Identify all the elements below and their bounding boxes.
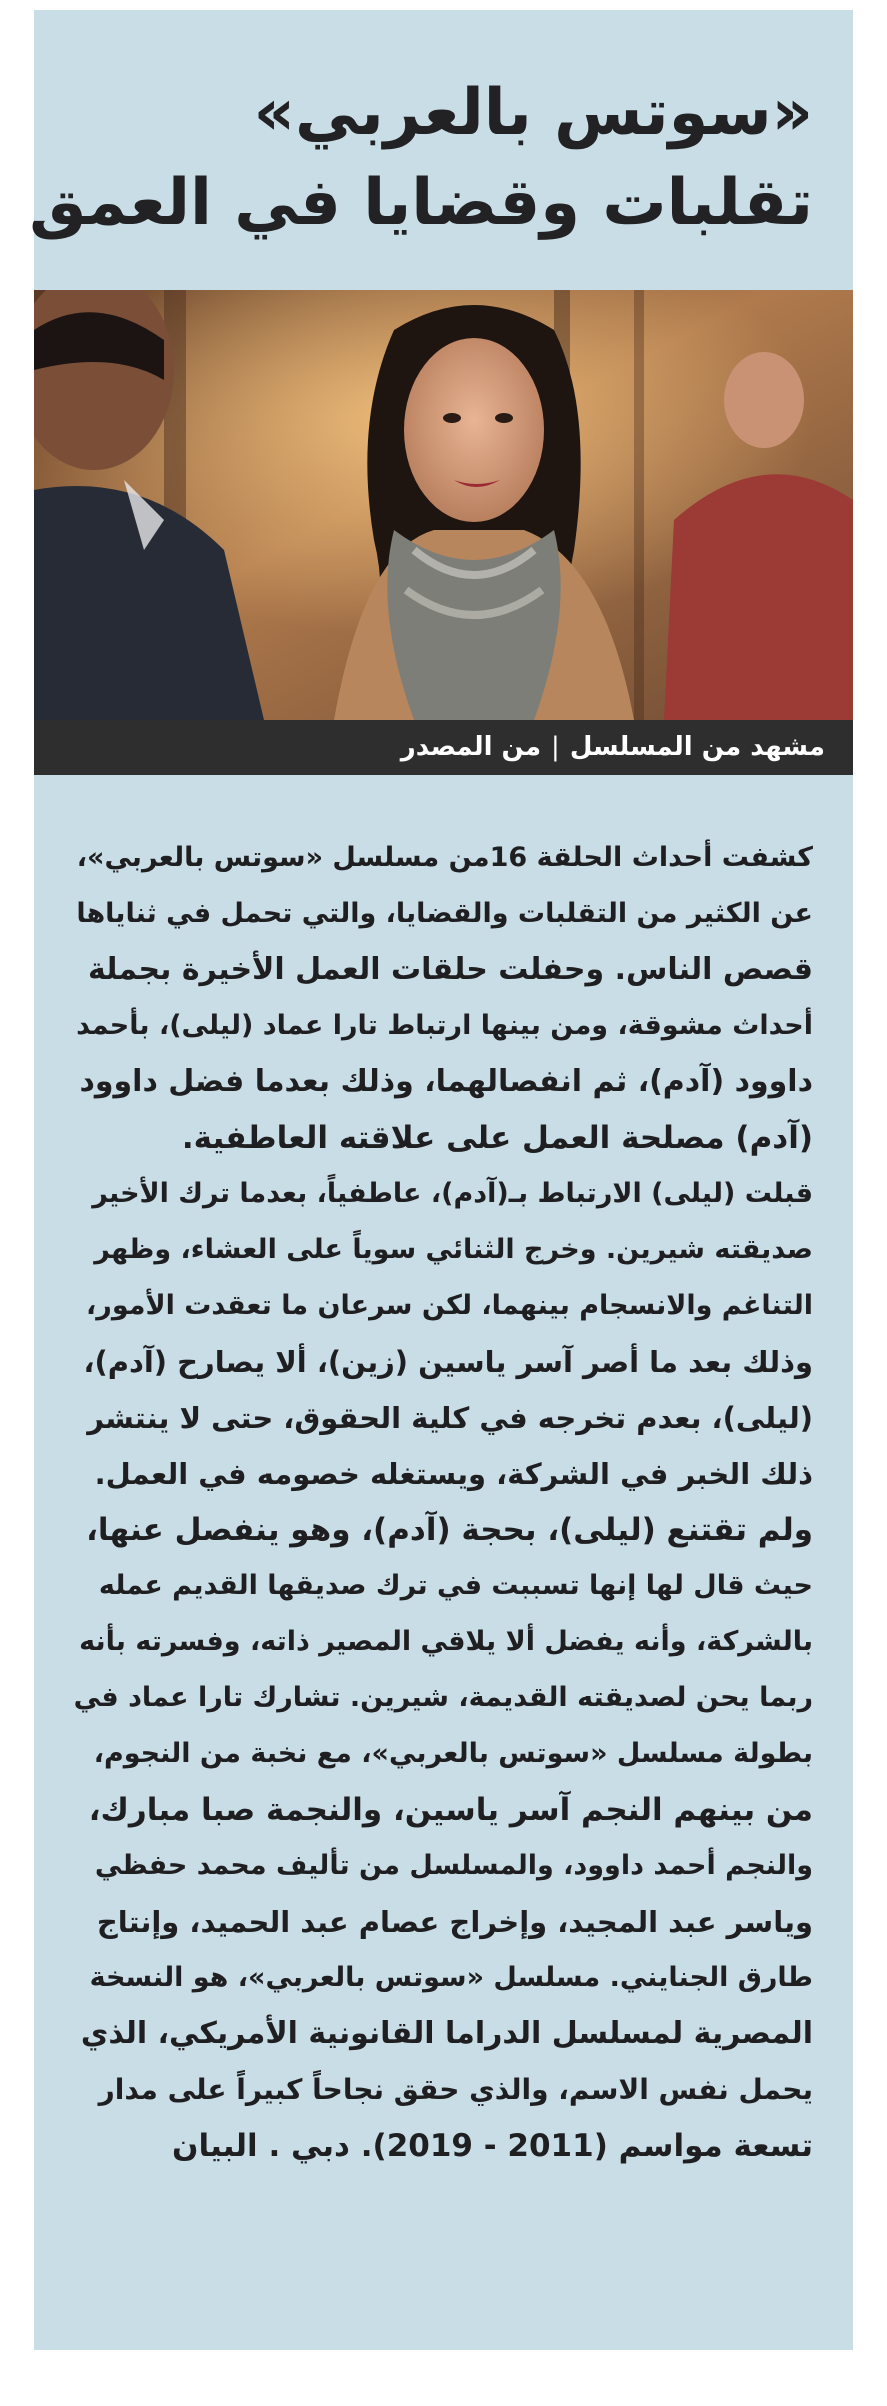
article-line: يحمل نفس الاسم، والذي حقق نجاحاً كبيراً على مدار <box>98 2073 813 2106</box>
article-line: التناغم والانسجام بينهما، لكن سرعان ما تعقدت الأمور، <box>86 1290 813 1321</box>
caption-credit: من المصدر <box>400 732 542 762</box>
article-line: ذلك الخبر في الشركة، ويستغله خصومه في العمل. <box>94 1457 813 1491</box>
article-line: ربما يحن لصديقته القديمة، شيرين. تشارك تارا عماد في <box>74 1682 813 1713</box>
headline <box>29 10 853 240</box>
scene-photo <box>34 290 853 720</box>
article-line: (آدم) مصلحة العمل على علاقته العاطفية. <box>181 1120 813 1156</box>
article-line: صديقته شيرين. وخرج الثنائي سوياً على العشاء، وظهر <box>94 1234 813 1265</box>
article-line: والنجم أحمد داوود، والمسلسل من تأليف محمد حفظي <box>94 1850 813 1881</box>
article-line: وياسر عبد المجيد، وإخراج عصام عبد الحميد، وإنتاج <box>96 1905 813 1939</box>
headline-line-2: تقلبات وقضايا في العمق <box>29 166 813 240</box>
article-line: وذلك بعد ما أصر آسر ياسين (زين)، ألا يصارح (آدم)، <box>83 1345 813 1379</box>
article-line: بالشركة، وأنه يفضل ألا يلاقي المصير ذاته، وفسرته بأنه <box>79 1626 813 1657</box>
article-line: المصرية لمسلسل الدراما القانونية الأمريكي، الذي <box>80 2016 813 2051</box>
article-line: تسعة مواسم (2011 - 2019). دبي . البيان <box>172 2128 813 2164</box>
article-line: قبلت (ليلى) الارتباط بـ(آدم)، عاطفياً، بعدما ترك الأخير <box>92 1178 813 1209</box>
headline-line-1: «سوتس بالعربي» <box>253 76 813 150</box>
article-line: قصص الناس. وحفلت حلقات العمل الأخيرة بجملة <box>87 952 813 987</box>
article-line: (ليلى)، بعدم تخرجه في كلية الحقوق، حتى لا ينتشر <box>87 1401 813 1435</box>
caption-scene: مشهد من المسلسل <box>569 732 825 762</box>
article-line: بطولة مسلسل «سوتس بالعربي»، مع نخبة من النجوم، <box>93 1738 813 1769</box>
article-panel <box>29 10 853 2350</box>
article-line: كشفت أحداث الحلقة 16من مسلسل «سوتس بالعربي»، <box>76 842 813 873</box>
photo-caption <box>34 720 853 775</box>
caption-separator: | <box>551 732 560 762</box>
article-line: عن الكثير من التقلبات والقضايا، والتي تحمل في ثناياها <box>76 898 813 929</box>
article-body <box>34 830 853 2174</box>
tv-scene-photo-icon <box>34 290 853 720</box>
article-line: من بينهم النجم آسر ياسين، والنجمة صبا مبارك، <box>88 1792 813 1828</box>
article-line: حيث قال لها إنها تسببت في ترك صديقها القديم عمله <box>98 1570 813 1601</box>
article-line: أحداث مشوقة، ومن بينها ارتباط تارا عماد (ليلى)، بأحمد <box>76 1010 813 1041</box>
article-line: داوود (آدم)، ثم انفصالهما، وذلك بعدما فضل داوود <box>79 1064 813 1099</box>
article-line: ولم تقتنع (ليلى)، بحجة (آدم)، وهو ينفصل عنها، <box>86 1512 813 1548</box>
article-line: طارق الجنايني. مسلسل «سوتس بالعربي»، هو النسخة <box>89 1962 813 1993</box>
